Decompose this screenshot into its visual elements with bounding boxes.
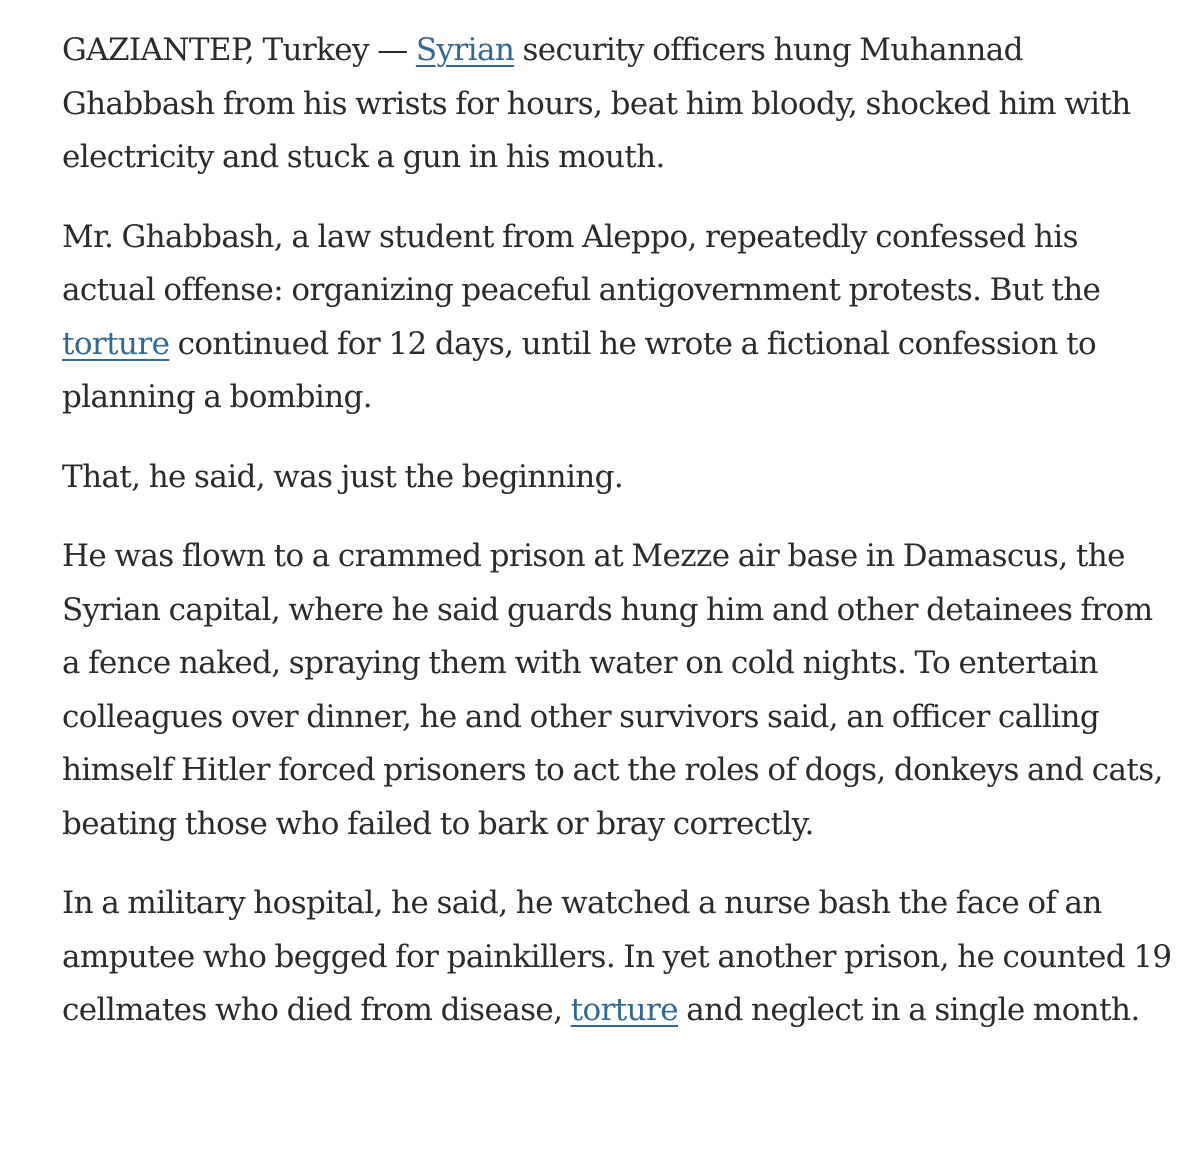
paragraph-5 bbox=[62, 877, 1172, 1038]
link-syrian[interactable]: Syrian bbox=[415, 32, 515, 68]
link-torture[interactable]: torture bbox=[570, 992, 678, 1028]
paragraph-text: continued for 12 days, until he wrote a fictional confession to planning a bombing. bbox=[62, 325, 1097, 415]
paragraph-text: GAZIANTEP, Turkey — bbox=[62, 32, 416, 68]
paragraph-text: security officers hung Muhannad Ghabbash from his wrists for hours, beat him bloody, shocked him with electricity and stuck a gun in his mouth. bbox=[62, 32, 1131, 175]
article-body bbox=[62, 24, 1172, 1064]
link-torture[interactable]: torture bbox=[62, 325, 170, 362]
paragraph-4 bbox=[62, 530, 1172, 851]
paragraph-text: That, he said, was just the beginning. bbox=[62, 458, 624, 495]
paragraph-2 bbox=[62, 211, 1172, 425]
paragraph-text: and neglect in a single month. bbox=[678, 992, 1140, 1028]
paragraph-text: He was flown to a crammed prison at Mezze air base in Damascus, the Syrian capital, where he said guards hung him and other detainees from a fence naked, spraying them with water on cold nights. To entertain colleagues over dinner, he and other survivors said, an officer calling himself Hitler forced prisoners to act the roles of dogs, donkeys and cats, beating those who failed to bark or bray correctly. bbox=[62, 538, 1163, 842]
paragraph-text: In a military hospital, he said, he watched a nurse bash the face of an amputee who begged for painkillers. In yet another prison, he counted 19 cellmates who died from disease, bbox=[62, 885, 1172, 1028]
paragraph-1 bbox=[62, 24, 1172, 185]
paragraph-3 bbox=[62, 451, 1172, 505]
paragraph-text: Mr. Ghabbash, a law student from Aleppo, repeatedly confessed his actual offense: organizing peaceful antigovernment protests. But the bbox=[62, 218, 1101, 308]
